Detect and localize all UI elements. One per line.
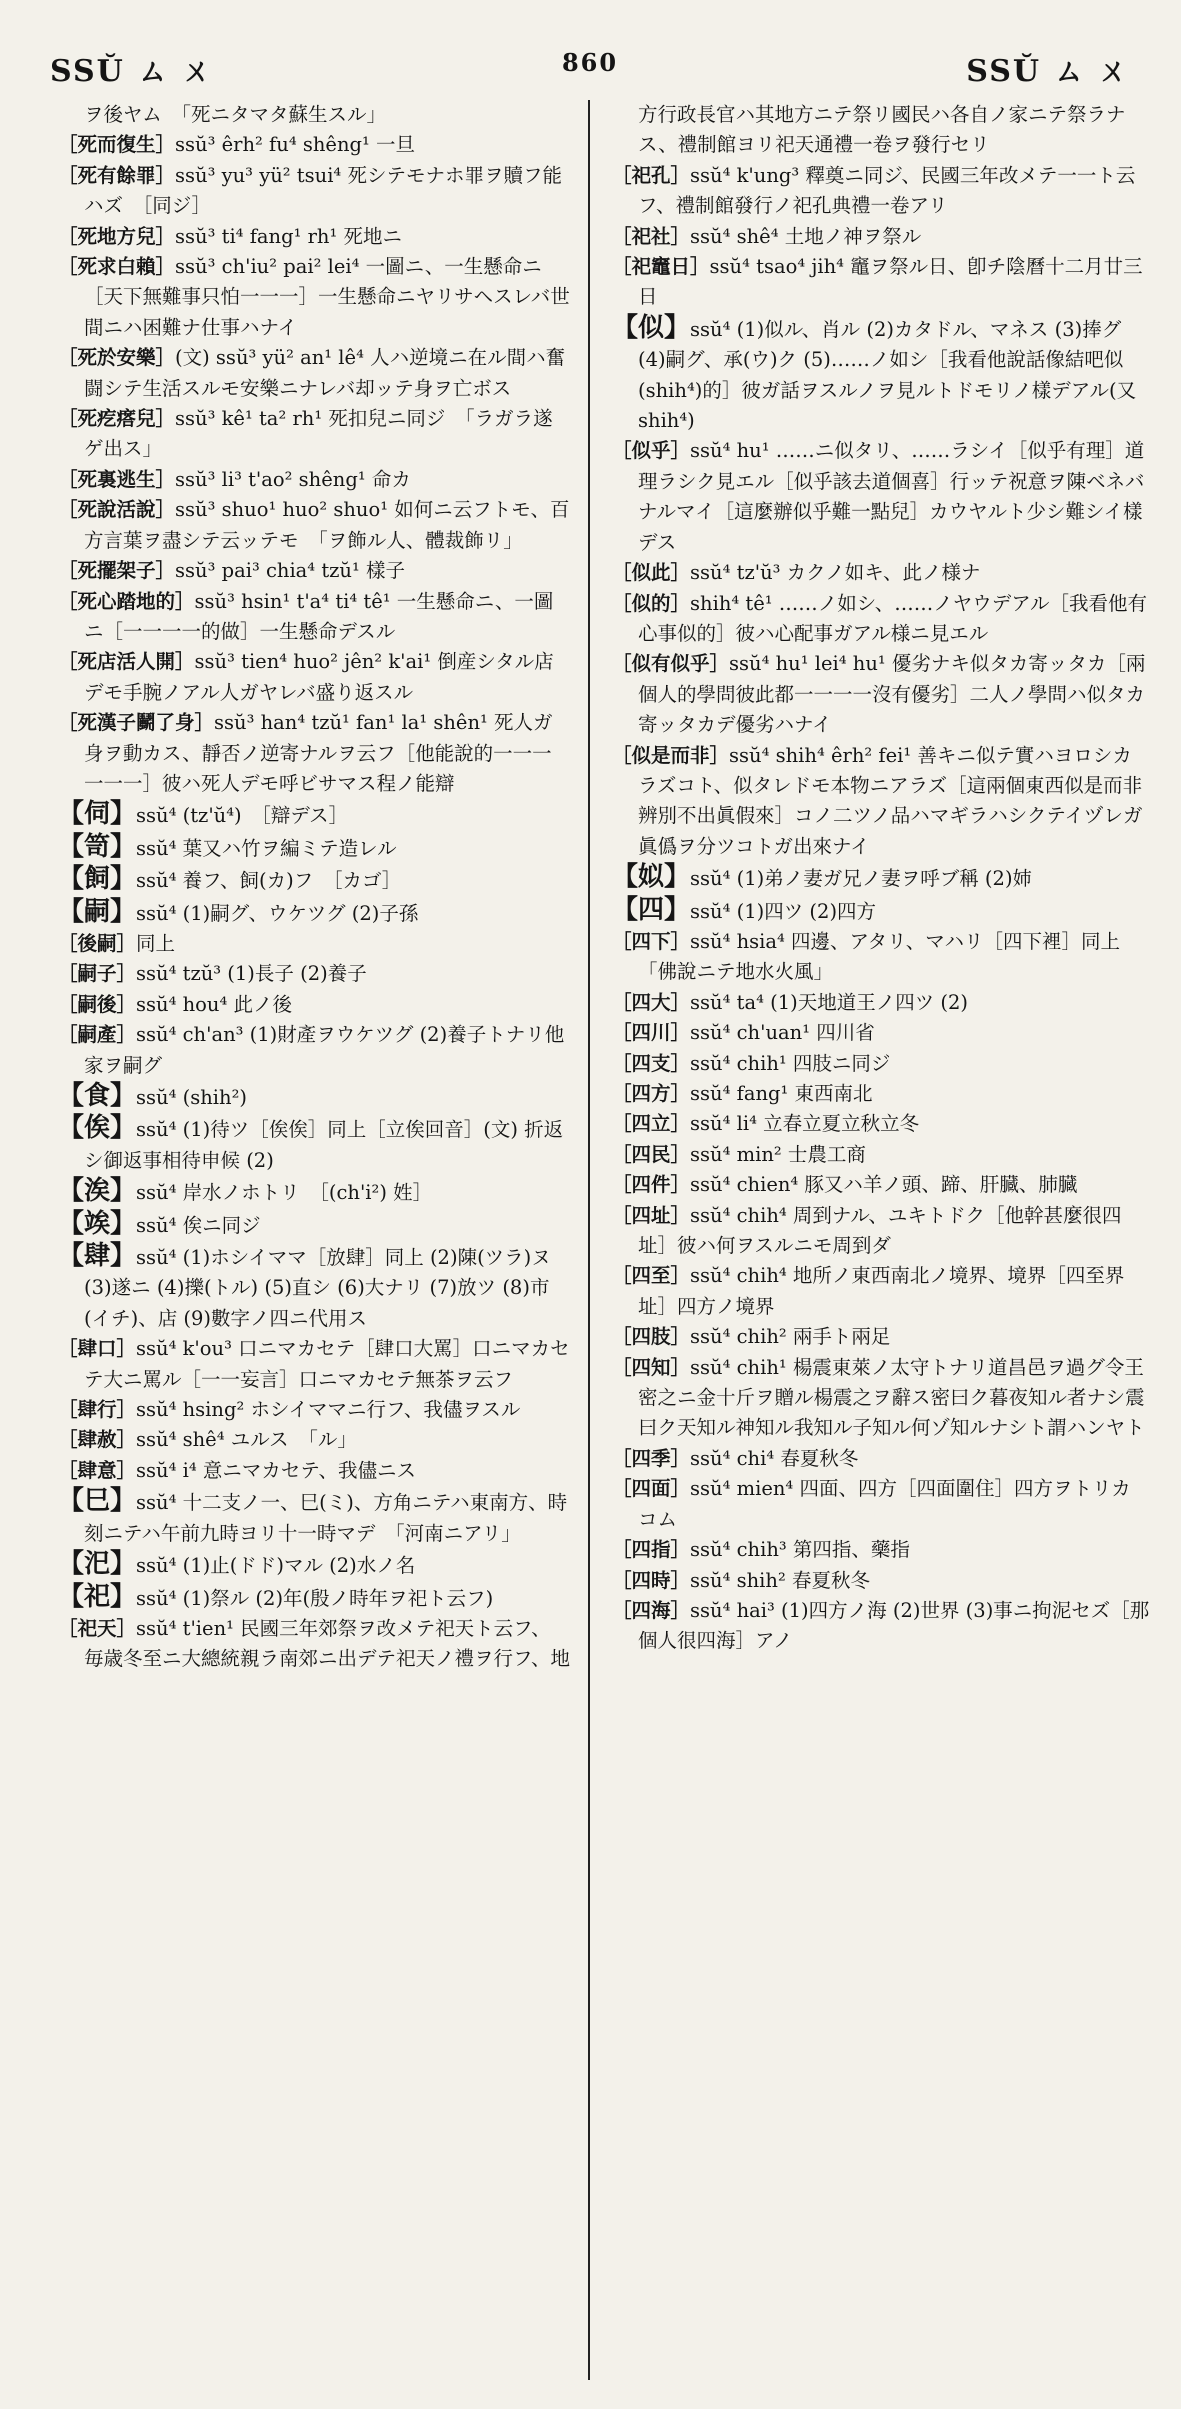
entry-headword: ［死有餘罪］: [58, 163, 176, 187]
dictionary-entry: [58, 252, 570, 343]
entry-text: shih⁴ tê¹ ……ノ如シ、……ノヤウデアル［我看他有心事似的］彼ハ心配事ガアル様ニ見エル: [638, 591, 1147, 645]
entry-text: ssŭ³ tien⁴ huo² jên² k'ai¹ 倒産シタル店デモ手腕ノアル人ガヤレバ盛り返スル: [84, 650, 554, 704]
entry-headword: ［肆行］: [58, 1398, 137, 1422]
dictionary-entry: [612, 436, 1150, 558]
dictionary-entry: [612, 1049, 1150, 1079]
entry-text: ssŭ⁴ chih¹ 楊震東萊ノ太守トナリ道昌邑ヲ過グ令王密之ニ金十斤ヲ贈ル楊震之ヲ辭ス密曰ク暮夜知ル者ナシ震曰ク天知ル神知ル我知ル子知ル何ゾ知ルナシト謂ハンヤト: [638, 1355, 1145, 1440]
entry-text: ssŭ⁴ 岸水ノホトリ ［(ch'i²) 姓］: [136, 1181, 433, 1205]
entry-headword: ［四件］: [612, 1173, 691, 1197]
entry-headword: ［四肢］: [612, 1325, 691, 1349]
dictionary-entry: [612, 1201, 1150, 1262]
entry-headword: 【飼】: [58, 864, 137, 895]
entry-text: ssŭ⁴ t'ien¹ 民國三年郊祭ヲ改メテ祀天ト云フ、毎歳冬至ニ大總統親ラ南郊ニ出デテ祀天ノ禮ヲ行フ、地: [84, 1616, 570, 1671]
dictionary-entry: [58, 1486, 570, 1549]
entry-text: ssŭ³ han⁴ tzŭ¹ fan¹ la¹ shên¹ 死人ガ身ヲ動カス、靜否ノ逆寄ナルヲ云フ［他能說的一一一一一一］彼ハ死人デモ呼ビサマス程ノ能辯: [84, 711, 553, 795]
entry-headword: ［四支］: [612, 1051, 691, 1075]
dictionary-entry: [58, 556, 570, 586]
entry-text: ssŭ⁴ 養フ、飼(カ)フ ［カゴ］: [136, 869, 402, 893]
dictionary-entry: [612, 1535, 1150, 1565]
dictionary-entry: [612, 589, 1150, 650]
entry-headword: ［死心踏地的］: [58, 589, 195, 613]
dictionary-entry: [58, 1209, 570, 1241]
entry-text: ssŭ⁴ 葉又ハ竹ヲ編ミテ造レル: [136, 836, 397, 860]
entry-headword: 【汜】: [58, 1549, 137, 1580]
dictionary-entry: [58, 1241, 570, 1334]
dictionary-entry: [58, 161, 570, 222]
entry-text: ssŭ⁴ chi⁴ 春夏秋冬: [690, 1446, 859, 1470]
left-column: [58, 100, 570, 2380]
entry-text: ssŭ⁴ shê⁴ 土地ノ神ヲ祭ル: [690, 224, 922, 248]
entry-headword: ［死而復生］: [58, 133, 176, 157]
dictionary-entry: [612, 1261, 1150, 1322]
dictionary-entry: [58, 897, 570, 929]
entry-headword: ［死擺架子］: [58, 559, 176, 583]
entry-text: ssŭ⁴ (1)待ツ［俟俟］同上［立俟回音］(文) 折返シ御返事相待申候 (2): [84, 1118, 564, 1172]
entry-headword: 【巳】: [58, 1486, 137, 1517]
dictionary-entry: [612, 1140, 1150, 1170]
dictionary-entry: [58, 495, 570, 556]
dictionary-entry: [58, 959, 570, 989]
entry-text: ssŭ³ êrh² fu⁴ shêng¹ 一旦: [175, 133, 415, 157]
dictionary-entry: [612, 222, 1150, 252]
entry-headword: ［似此］: [612, 561, 691, 585]
entry-text: ssŭ³ ch'iu² pai² lei⁴ 一圖ニ、一生懸命ニ［天下無難事只怕一一一］一生懸命ニヤリサヘスレバ世間ニハ困難ナ仕事ハナイ: [84, 255, 570, 339]
dictionary-entry: [58, 1081, 570, 1113]
entry-text: ssŭ³ hsin¹ t'a⁴ ti⁴ tê¹ 一生懸命ニ、一圖ニ［一一一一的做］一生懸命デスル: [84, 589, 554, 643]
dictionary-entry: [58, 1614, 570, 1675]
entry-headword: ［死店活人開］: [58, 650, 195, 674]
dictionary-entry: [612, 1353, 1150, 1444]
entry-text: ssŭ⁴ mien⁴ 四面、四方［四面圍住］四方ヲトリカコム: [638, 1477, 1131, 1531]
dictionary-entry: [612, 100, 1150, 161]
entry-text: ssŭ⁴ chien⁴ 豚又ハ羊ノ頭、蹄、肝臓、肺臓: [690, 1173, 1078, 1197]
dictionary-entry: [58, 1395, 570, 1425]
dictionary-entry: [612, 558, 1150, 588]
entry-text: ssŭ⁴ (1)似ル、肖ル (2)カタドル、マネス (3)捧グ (4)嗣グ、承(ウ)ク (5)……ノ如シ［我看他說話像結吧似(shih⁴)的］彼ガ話ヲスルノヲ見ルトドモリノ樣デアル(又 shih⁴): [638, 317, 1137, 433]
entry-text: ssŭ⁴ chih¹ 四肢ニ同ジ: [690, 1051, 891, 1075]
dictionary-entry: [58, 343, 570, 404]
entry-headword: 【四】: [612, 894, 691, 925]
entry-text: ssŭ⁴ ch'uan¹ 四川省: [690, 1021, 875, 1045]
dictionary-entry: [612, 927, 1150, 988]
dictionary-entry: [58, 130, 570, 160]
entry-headword: ［四民］: [612, 1142, 691, 1166]
dictionary-entry: [612, 649, 1150, 740]
entry-headword: ［四方］: [612, 1082, 691, 1105]
dictionary-entry: [612, 1566, 1150, 1596]
entry-headword: 【祀】: [58, 1581, 137, 1612]
entry-headword: ［四海］: [612, 1598, 691, 1622]
entry-headword: 【肆】: [58, 1241, 137, 1272]
entry-headword: 【食】: [58, 1081, 137, 1111]
entry-headword: ［四立］: [612, 1112, 691, 1136]
dictionary-entry: [612, 313, 1150, 437]
entry-headword: ［似是而非］: [612, 743, 730, 767]
entry-headword: ［四面］: [612, 1477, 691, 1501]
entry-headword: ［死地方兒］: [58, 224, 176, 248]
dictionary-entry: [612, 1079, 1150, 1109]
dictionary-entry: [612, 1109, 1150, 1139]
entry-headword: ［四時］: [612, 1568, 691, 1592]
dictionary-entry: [58, 708, 570, 799]
entry-headword: ［嗣子］: [58, 962, 137, 986]
page-number: 860: [561, 48, 619, 77]
entry-text: ssŭ⁴ fang¹ 東西南北: [690, 1082, 873, 1105]
dictionary-entry: [612, 1474, 1150, 1535]
entry-text: ssŭ⁴ hsing² ホシイママニ行フ、我儘ヲスル: [136, 1398, 521, 1422]
entry-text: ssŭ⁴ k'ou³ 口ニマカセテ［肆口大罵］口ニマカセテ大ニ罵ル［一一妄言］口ニマカセテ無茶ヲ云フ: [84, 1337, 570, 1391]
entry-headword: ［祀竈日］: [612, 255, 710, 279]
entry-text: ssŭ⁴ chih² 兩手ト兩足: [690, 1325, 891, 1349]
entry-headword: ［祀天］: [58, 1616, 137, 1640]
dictionary-entry: [58, 1582, 570, 1614]
entry-headword: ［祀社］: [612, 224, 691, 248]
entry-text: ssŭ⁴ (1)弟ノ妻ガ兄ノ妻ヲ呼ブ稱 (2)姉: [690, 867, 1033, 891]
entry-text: ssŭ⁴ hou⁴ 此ノ後: [136, 992, 292, 1016]
entry-headword: 【涘】: [58, 1176, 137, 1207]
entry-text: ssŭ⁴ tz'ŭ³ カクノ如キ、此ノ様ナ: [690, 561, 981, 585]
dictionary-entry: [58, 647, 570, 708]
entry-text: ssŭ⁴ hu¹ lei⁴ hu¹ 優劣ナキ似タカ寄ッタカ［兩個人的學問彼此都一一一一沒有優劣］二人ノ學問ハ似タカ寄ッタカデ優劣ハナイ: [638, 652, 1146, 737]
entry-headword: ［四下］: [612, 929, 691, 953]
entry-text: ssŭ⁴ (tz'ŭ⁴) ［辯デス］: [136, 804, 349, 828]
entry-text: ssŭ⁴ shê⁴ ユルス 「ル」: [136, 1428, 357, 1452]
dictionary-entry: [58, 990, 570, 1020]
entry-headword: ［祀孔］: [612, 163, 691, 187]
entry-text: ssŭ⁴ (1)四ツ (2)四方: [690, 899, 877, 923]
entry-text: ssŭ⁴ 十二支ノ一、巳(ミ)、方角ニテハ東南方、時刻ニテハ午前九時ヨリ十一時マデ 「河南ニアリ」: [84, 1491, 568, 1545]
entry-headword: ［死疙瘩兒］: [58, 407, 176, 431]
dictionary-entry: [58, 465, 570, 495]
entry-text: ssŭ⁴ (1)嗣グ、ウケツグ (2)子孫: [136, 901, 419, 925]
entry-headword: ［四指］: [612, 1538, 691, 1562]
column-divider: [588, 100, 590, 2380]
entry-text: ssŭ⁴ min² 士農工商: [690, 1142, 866, 1166]
dictionary-entry: [58, 1549, 570, 1581]
entry-text: ssŭ³ ti⁴ fang¹ rh¹ 死地ニ: [175, 224, 402, 248]
entry-headword: ［四知］: [612, 1355, 691, 1379]
entry-headword: 【竢】: [58, 1208, 137, 1239]
entry-text: ssŭ⁴ li⁴ 立春立夏立秋立冬: [690, 1112, 920, 1136]
entry-headword: 【嗣】: [58, 896, 137, 927]
dictionary-entry: [612, 1596, 1150, 1657]
page-header: [50, 40, 1130, 90]
dictionary-entry: [58, 929, 570, 959]
entry-headword: 【姒】: [612, 862, 691, 893]
entry-headword: 【笥】: [58, 831, 137, 862]
entry-text: ssŭ⁴ (1)止(ドド)マル (2)水ノ名: [136, 1554, 416, 1578]
entry-text: ssŭ³ li³ t'ao² shêng¹ 命カ: [175, 467, 411, 491]
entry-text: ssŭ⁴ ta⁴ (1)天地道王ノ四ツ (2): [690, 990, 969, 1014]
dictionary-entry: [612, 161, 1150, 222]
entry-text: ssŭ⁴ tsao⁴ jih⁴ 竈ヲ祭ル日、卽チ陰曆十二月廿三日: [638, 255, 1143, 309]
entry-headword: ［肆意］: [58, 1458, 137, 1482]
entry-headword: ［肆赦］: [58, 1428, 137, 1452]
dictionary-entry: [58, 100, 570, 130]
dictionary-entry: [58, 1334, 570, 1395]
entry-text: ssŭ⁴ hai³ (1)四方ノ海 (2)世界 (3)事ニ拘泥セズ［那個人很四海］アノ: [638, 1598, 1150, 1653]
dictionary-entry: [58, 587, 570, 648]
dictionary-entry: [612, 988, 1150, 1018]
entry-text: 方行政長官ハ其地方ニテ祭リ國民ハ各自ノ家ニテ祭ラナス、禮制館ヨリ祀天通禮一卷ヲ發行セリ: [638, 103, 1126, 157]
entry-headword: ［四至］: [612, 1264, 691, 1288]
dictionary-entry: [58, 1020, 570, 1081]
entry-text: (文) ssŭ³ yü² an¹ lê⁴ 人ハ逆境ニ在ル間ハ奮闘シテ生活スルモ安樂ニナレバ却ッテ身ヲ亡ボス: [84, 346, 566, 400]
dictionary-entry: [612, 895, 1150, 927]
dictionary-entry: [58, 1113, 570, 1176]
dictionary-entry: [58, 832, 570, 864]
entry-text: ssŭ³ shuo¹ huo² shuo¹ 如何ニ云フトモ、百方言葉ヲ盡シテ云ッテモ 「ヲ飾ル人、體裁飾リ」: [84, 498, 570, 552]
entry-text: ssŭ⁴ hsia⁴ 四邊、アタリ、マハリ［四下裡］同上 「佛說ニテ地水火風」: [638, 929, 1140, 984]
entry-text: ssŭ⁴ hu¹ ……ニ似タリ、……ラシイ［似乎有理］道理ラシク見エル［似乎該去道個喜］行ッテ祝意ヲ陳ベネバナルマイ［這麼辦似乎難一點兒］カウヤルト少シ難シイ樣デス: [638, 439, 1145, 554]
entry-headword: ［死漢子鬭了身］: [58, 711, 215, 735]
entry-text: ssŭ⁴ shih⁴ êrh² fei¹ 善キニ似テ實ハヨロシカラズコト、似タレドモ本物ニアラズ［這兩個東西似是而非辨別不出眞假來］コノ二ツノ品ハマギラハシクテイヅレガ眞僞ヲ分ツコトガ出來ナイ: [638, 743, 1143, 858]
dictionary-entry: [612, 1170, 1150, 1200]
entry-headword: 【伺】: [58, 799, 137, 830]
entry-headword: ［死裏逃生］: [58, 467, 176, 491]
header-right-guide: SSŬ ㄙ ㄨ: [966, 54, 1130, 89]
entry-text: ssŭ⁴ i⁴ 意ニマカセテ、我儘ニス: [136, 1458, 416, 1482]
right-column: [612, 100, 1150, 2380]
dictionary-entry: [612, 862, 1150, 894]
entry-headword: ［肆口］: [58, 1337, 137, 1361]
dictionary-entry: [612, 1444, 1150, 1474]
entry-text: ssŭ⁴ (1)祭ル (2)年(殷ノ時年ヲ祀ト云フ): [136, 1586, 494, 1610]
entry-headword: ［死求白賴］: [58, 255, 176, 279]
dictionary-entry: [612, 741, 1150, 863]
entry-text: ヲ後ヤム 「死ニタマタ蘇生スル」: [84, 103, 387, 126]
entry-headword: ［後嗣］: [58, 931, 137, 955]
entry-headword: ［四大］: [612, 990, 691, 1014]
entry-headword: ［死於安樂］: [58, 346, 176, 370]
entry-text: ssŭ⁴ ch'an³ (1)財產ヲウケツグ (2)養子トナリ他家ヲ嗣グ: [84, 1023, 565, 1077]
entry-text: ssŭ³ yu³ yü² tsui⁴ 死シテモナホ罪ヲ贖フ能ハズ ［同ジ］: [84, 163, 562, 218]
entry-headword: ［四季］: [612, 1446, 691, 1470]
entry-text: ssŭ⁴ chih⁴ 周到ナル、ユキトドク［他幹甚麼很四址］彼ハ何ヲスルニモ周到ダ: [638, 1203, 1122, 1258]
entry-text: ssŭ⁴ shih² 春夏秋冬: [690, 1568, 870, 1592]
dictionary-entry: [612, 252, 1150, 313]
dictionary-entry: [58, 404, 570, 465]
dictionary-entry: [58, 799, 570, 831]
entry-headword: ［似的］: [612, 591, 691, 615]
entry-headword: ［死說活說］: [58, 498, 176, 522]
entry-headword: ［嗣產］: [58, 1023, 137, 1047]
dictionary-entry: [612, 1018, 1150, 1048]
entry-text: ssŭ⁴ chih⁴ 地所ノ東西南北ノ境界、境界［四至界址］四方ノ境界: [638, 1264, 1125, 1318]
entry-headword: ［四址］: [612, 1203, 691, 1227]
header-left-guide: SSŬ ㄙ ㄨ: [50, 54, 214, 89]
entry-text: ssŭ⁴ chih³ 第四指、藥指: [690, 1538, 910, 1562]
entry-headword: 【俟】: [58, 1113, 137, 1144]
entry-headword: ［似有似乎］: [612, 652, 730, 676]
dictionary-entry: [58, 1425, 570, 1455]
entry-text: ssŭ⁴ k'ung³ 釋奠ニ同ジ、民國三年改メテ一一ト云フ、禮制館發行ノ祀孔典禮一卷アリ: [638, 163, 1136, 218]
entry-text: ssŭ⁴ 俟ニ同ジ: [136, 1213, 261, 1237]
entry-text: ssŭ³ pai³ chia⁴ tzŭ¹ 樣子: [175, 559, 406, 583]
entry-headword: ［嗣後］: [58, 992, 137, 1016]
dictionary-entry: [58, 222, 570, 252]
entry-text: ssŭ⁴ (1)ホシイママ［放肆］同上 (2)陳(ツラ)ヌ (3)遂ニ (4)擽(トル) (5)直シ (6)大ナリ (7)放ツ (8)市(イチ)、店 (9)數字ノ四ニ代用ス: [84, 1246, 551, 1330]
entry-text: ssŭ⁴ (shih²): [136, 1086, 247, 1109]
entry-headword: 【似】: [612, 312, 691, 343]
dictionary-entry: [58, 1456, 570, 1486]
dictionary-entry: [58, 1176, 570, 1208]
dictionary-entry: [612, 1322, 1150, 1352]
entry-text: 同上: [136, 931, 176, 955]
entry-text: ssŭ⁴ tzŭ³ (1)長子 (2)養子: [136, 962, 367, 986]
entry-headword: ［似乎］: [612, 439, 691, 463]
dictionary-entry: [58, 864, 570, 896]
entry-headword: ［四川］: [612, 1021, 691, 1045]
entry-text: ssŭ³ kê¹ ta² rh¹ 死扣兒ニ同ジ 「ラガラ遂ゲ出ス」: [84, 407, 553, 461]
